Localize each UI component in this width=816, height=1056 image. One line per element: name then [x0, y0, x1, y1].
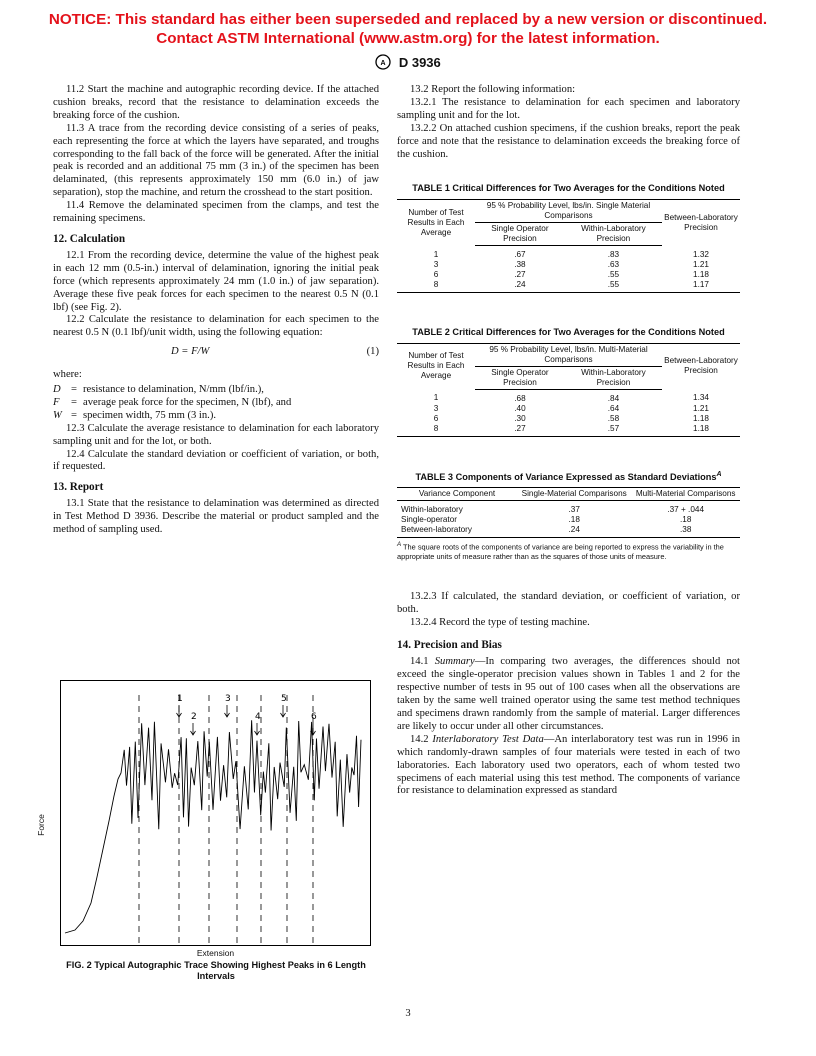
table-1-title: TABLE 1 Critical Differences for Two Averages for the Conditions Noted	[412, 183, 725, 194]
table-row: 3 .38 .63 1.21	[433, 260, 709, 270]
astm-logo-icon	[375, 54, 391, 73]
trace-plot	[61, 681, 370, 945]
table-row: 8 .24 .55 1.17	[397, 280, 740, 293]
equation-number: (1)	[366, 346, 379, 358]
notice-line-2: Contact ASTM International (www.astm.org) for the latest information.	[156, 30, 660, 47]
variable-definitions	[53, 384, 379, 423]
para-13-1: 13.1 State that the resistance to delamination was determined as directed in Test Method D 3936. Describe the material or product sampled and the method of sampling used.	[53, 498, 379, 536]
para-13-2-3: 13.2.3 If calculated, the standard deviation, or coefficient of variation, or both.	[397, 590, 740, 615]
table-header: Single Operator Precision	[475, 223, 565, 246]
peak-arrow-icon	[225, 705, 230, 717]
table-2	[397, 343, 740, 437]
para-14-2: 14.2 Interlaboratory Test Data—An interlaboratory test was run in 1996 in which randomly-drawn samples of four materials were tested in each of two laboratories. Each laboratory used two operators, each of whom tested two specimens of each material using this test method. The components of variance for resistance to delamination expressed as standard	[397, 733, 740, 797]
table-header: 95 % Probability Level, lbs/in. Single Material Comparisons	[475, 200, 662, 223]
section-heading-precision-bias: 14. Precision and Bias	[397, 639, 502, 652]
table-row: 6 .27 .55 1.18	[433, 270, 709, 280]
table-header: Number of Test Results in Each Average	[397, 343, 475, 389]
peak-arrow-icon	[281, 705, 286, 717]
table-row: Single-operator .18 .18	[401, 515, 692, 525]
table-3-footnote: $^A$ The square roots of the components of variance are being reported to express the variability in the appropriate units of measure rather than as the squares of those units of measure.	[397, 541, 724, 561]
para-14-1: 14.1 Summary—In comparing two averages, the differences should not exceed the single-operator precision values shown in Tables 1 and 2 for the respective number of tests in 95 out of 100 cases when all the observations are taken by the same well trained operator using the same test method techniques and specimens drawn randomly from the sample of material. Larger differences are likely to occur under all other circumstances.	[397, 656, 740, 732]
figure-caption: FIG. 2 Typical Autographic Trace Showing Highest Peaks in 6 Length Intervals	[66, 960, 366, 981]
equation-expression: D = F/W	[171, 346, 210, 358]
svg-text:A: A	[380, 60, 386, 67]
table-3-title: TABLE 3 Components of Variance Expressed as Standard Deviations$^A$	[415, 470, 722, 482]
table-row: 6 .30 .58 1.18	[433, 413, 709, 423]
autographic-trace-figure	[60, 680, 371, 946]
table-header: Single-Material Comparisons	[517, 488, 631, 501]
para-11-4: 11.4 Remove the delaminated specimen from the clamps, and test the remaining specimens.	[53, 200, 379, 225]
peak-arrow-icon	[255, 723, 260, 735]
supersession-notice	[0, 10, 816, 48]
table-header: Within-Laboratory Precision	[565, 223, 662, 246]
table-row: Between-laboratory .24 .38	[397, 525, 740, 538]
table-row: Within-laboratory .37 .37 + .044	[401, 505, 704, 515]
para-13-2-2: 13.2.2 On attached cushion specimens, if the cushion breaks, report the peak force and note that the resistance to delamination exceeds the breaking force of the cushion.	[397, 122, 740, 160]
para-12-3: 12.3 Calculate the average resistance to delamination for each laboratory sampling unit and for the lot, or both.	[53, 422, 379, 447]
section-heading-report: 13. Report	[53, 481, 104, 494]
peak-mark-label: 6	[311, 712, 317, 722]
standard-designation	[0, 54, 816, 73]
where-label: where:	[53, 369, 82, 381]
figure-y-label: Force	[35, 814, 46, 836]
designation-text: D 3936	[398, 54, 441, 70]
right-column	[397, 84, 740, 798]
para-11-2: 11.2 Start the machine and autographic recording device. If the attached cushion breaks, record that the resistance to delamination exceeds the breaking force of the cushion.	[53, 84, 379, 121]
peak-arrow-icon	[177, 705, 182, 717]
para-12-4: 12.4 Calculate the standard deviation or coefficient of variation, or both, if requested.	[53, 448, 379, 473]
force-trace-line	[65, 720, 361, 933]
peak-arrow-icon	[191, 723, 196, 735]
table-row: 1 .67 .83 1.32	[433, 249, 709, 260]
table-3	[397, 487, 740, 538]
table-header: Single Operator Precision	[475, 366, 565, 389]
para-13-2-4: 13.2.4 Record the type of testing machine.	[410, 616, 590, 628]
table-header: Between-Laboratory Precision	[662, 343, 740, 389]
para-13-2-1: 13.2.1 The resistance to delamination for each specimen and laboratory sampling unit and for the lot.	[397, 96, 740, 121]
table-row: 1 .68 .84 1.34	[433, 393, 709, 403]
peak-mark-label: 3	[225, 694, 231, 704]
peak-mark-label: 2	[191, 712, 197, 722]
table-header: Between-Laboratory Precision	[662, 200, 740, 246]
table-header: Multi-Material Comparisons	[631, 488, 740, 501]
table-2-title: TABLE 2 Critical Differences for Two Averages for the Conditions Noted	[412, 327, 725, 338]
figure-x-label: Extension	[196, 948, 235, 958]
notice-line-1: NOTICE: This standard has either been superseded and replaced by a new version or discontinued.	[48, 11, 768, 28]
section-heading-calculation: 12. Calculation	[53, 232, 126, 245]
definition-row: F = average peak force for the specimen, N (lbf), and	[53, 396, 292, 408]
table-row: 3 .40 .64 1.21	[433, 403, 709, 413]
definition-row: D = resistance to delamination, N/mm (lbf/in.),	[53, 384, 264, 396]
para-11-3: 11.3 A trace from the recording device consisting of a series of peaks, each representing the force at which the layers have separated, and troughs corresponding to the fall back of the force will be generated. After the initial peak is recorded and an additional 75 mm (3 in.) of the specimen has been delaminated, (this represents approximately 150 mm (6.0 in.) of jaw separation), stop the machine, and return the crosshead to the start position.	[53, 122, 379, 199]
left-column	[53, 84, 379, 537]
table-1	[397, 199, 740, 293]
peak-mark-label: 4	[255, 712, 261, 722]
table-header: Within-Laboratory Precision	[565, 366, 662, 389]
table-header: 95 % Probability Level, lbs/in. Multi-Material Comparisons	[475, 343, 662, 366]
para-12-1: 12.1 From the recording device, determine the value of the highest peak in each 12 mm (0.5-in.) interval of delamination, ignoring the initial peak force (which represents approximately 24 mm (1.0 in.) of jaw separation). Average these five peak forces for each specimen to the nearest 0.5 N (0.1 lbf) (see Fig. 2).	[53, 249, 379, 313]
table-header: Number of Test Results in Each Average	[397, 200, 475, 246]
equation-1	[53, 346, 379, 359]
table-header: Variance Component	[397, 488, 517, 501]
peak-mark-label: 1	[177, 694, 183, 704]
definition-row: W = specimen width, 75 mm (3 in.).	[53, 409, 216, 421]
para-12-2: 12.2 Calculate the resistance to delamination for each specimen to the nearest 0.5 N (0.1 lbf)/unit width, using the following equation:	[53, 314, 379, 339]
page-number: 3	[405, 1008, 411, 1019]
table-row: 8 .27 .57 1.18	[397, 424, 740, 437]
para-13-2: 13.2 Report the following information:	[410, 84, 576, 95]
peak-mark-label: 5	[281, 694, 287, 704]
